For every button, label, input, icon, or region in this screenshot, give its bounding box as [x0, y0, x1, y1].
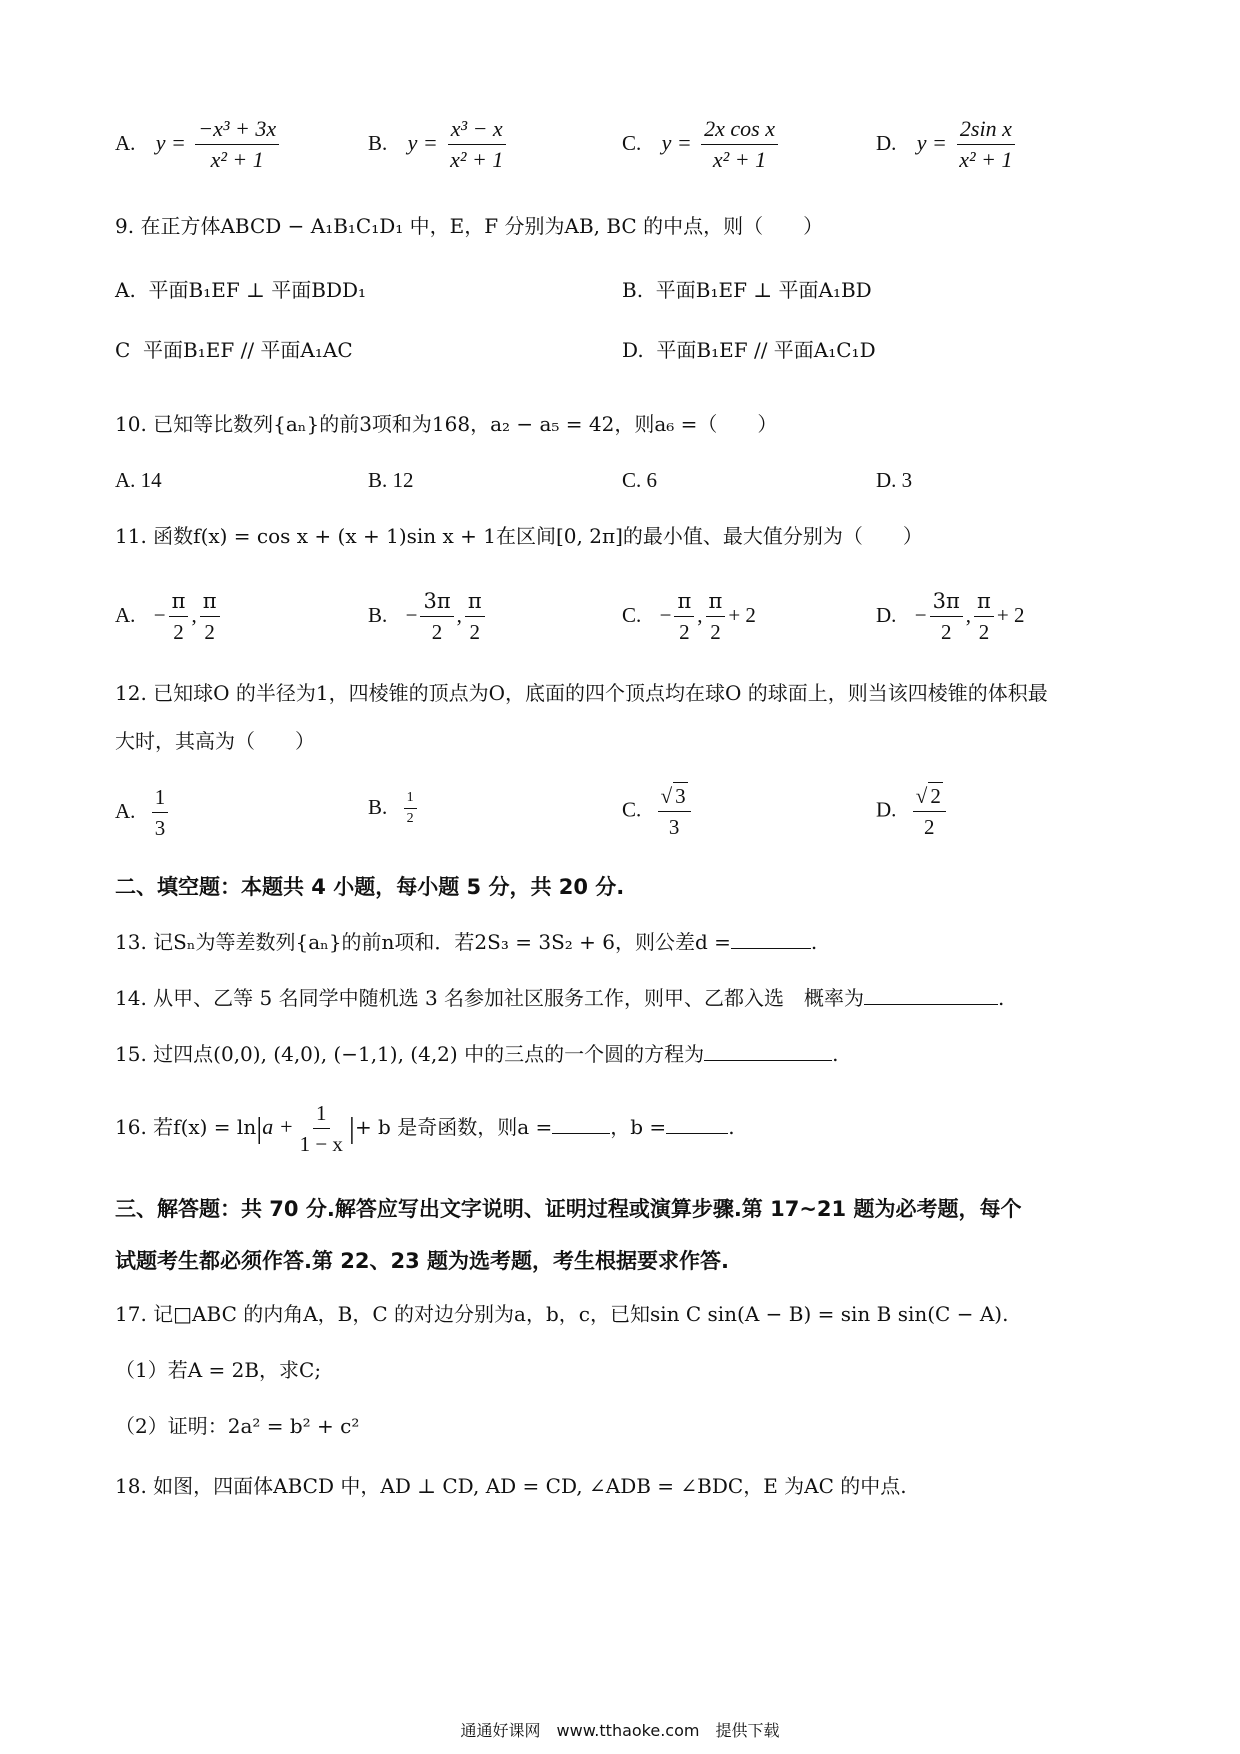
q9-option-c: C 平面B₁EF // 平面A₁AC: [115, 338, 353, 362]
q9-option-b: B. 平面B₁EF ⊥ 平面A₁BD: [622, 278, 872, 302]
q17-part-2: （2）证明：2a² = b² + c²: [115, 1414, 360, 1438]
q11-question: 11. 函数f(x) = cos x + (x + 1)sin x + 1在区间[0, 2π]的最小值、最大值分别为（ ）: [115, 524, 923, 548]
q12-option-a: A. $\frac{1}{3}$: [115, 784, 171, 841]
q10-option-a: A. 14: [115, 468, 162, 492]
q9-option-a: A. 平面B₁EF ⊥ 平面BDD₁: [115, 278, 367, 302]
q14-question: 14. 从甲、乙等 5 名同学中随机选 3 名参加社区服务工作，则甲、乙都入选 概率为 .: [115, 986, 1005, 1010]
section-3-heading-line2: 试题考生都必须作答.第 22、23 题为选考题，考生根据要求作答.: [115, 1249, 730, 1273]
q12-option-d: D. $\frac{√ 2}{2}$: [876, 782, 949, 840]
q9-option-d: D. 平面B₁EF // 平面A₁C₁D: [622, 338, 876, 362]
q15-question: 15. 过四点(0,0), (4,0), (−1,1), (4,2) 中的三点的一个圆的方程为 .: [115, 1042, 839, 1066]
q11-option-c: C. − $\frac{\pi}{2}$ , $\frac{\pi}{2}$ + 2: [622, 589, 756, 644]
q16-question: 16. 若f(x) = ln|a + $\frac{1}{1 - x}$ |+ b 是奇函数，则a = ，b = .: [115, 1101, 735, 1156]
q11-option-d: D. − $\frac{3\pi}{2}$ , $\frac{\pi}{2}$ + 2: [876, 589, 1025, 644]
q8-option-d: D. y = $\frac{\text{2sin x}}{\text{x² + 1}}$: [876, 116, 1018, 173]
q10-option-d: D. 3: [876, 468, 913, 492]
q16-answer-a-blank[interactable]: [552, 1113, 610, 1134]
q10-option-b: B. 12: [368, 468, 414, 492]
q17-part-1: （1）若A = 2B，求C;: [115, 1358, 322, 1382]
q11-option-a: A. − $\frac{\pi}{2}$ , $\frac{\pi}{2}$: [115, 588, 223, 645]
section-3-heading-line1: 三、解答题：共 70 分.解答应写出文字说明、证明过程或演算步骤.第 17~21 题为必考题，每个: [115, 1197, 1022, 1221]
q12-question-line1: 12. 已知球O 的半径为1，四棱锥的顶点为O，底面的四个顶点均在球O 的球面上，则当该四棱锥的体积最: [115, 681, 1048, 705]
q9-question: 9. 在正方体ABCD − A₁B₁C₁D₁ 中，E，F 分别为AB, BC 的中点，则（ ）: [115, 214, 824, 238]
q8-option-b: B. y = $\frac{\text{x³ − x}}{\text{x² + 1}}$: [368, 116, 509, 173]
q10-question: 10. 已知等比数列{aₙ}的前3项和为168，a₂ − a₅ = 42，则a₆ =（ ）: [115, 412, 778, 436]
q12-option-c: C. $\frac{√ 3}{3}$: [622, 782, 694, 840]
q18-question: 18. 如图，四面体ABCD 中，AD ⊥ CD, AD = CD, ∠ADB = ∠BDC，E 为AC 的中点.: [115, 1474, 907, 1498]
q12-question-line2: 大时，其高为（ ）: [115, 729, 315, 753]
q10-option-c: C. 6: [622, 468, 658, 492]
section-2-heading: 二、填空题：本题共 4 小题，每小题 5 分，共 20 分.: [115, 875, 625, 899]
q13-answer-blank[interactable]: [731, 928, 811, 949]
q8-option-c: C. y = $\frac{\text{2x cos x}}{\text{x² + 1}}$: [622, 116, 781, 173]
q8-option-a: A. y = $\frac{\text{−x³ + 3x}}{\text{x² + 1}}$: [115, 116, 282, 173]
q11-option-b: B. − $\frac{3\pi}{2}$ , $\frac{\pi}{2}$: [368, 588, 488, 645]
q16-answer-b-blank[interactable]: [666, 1113, 728, 1134]
q15-answer-blank[interactable]: [704, 1040, 832, 1061]
q14-answer-blank[interactable]: [864, 984, 998, 1005]
q17-question: 17. 记□ABC 的内角A，B，C 的对边分别为a，b，c，已知sin C sin(A − B) = sin B sin(C − A).: [115, 1302, 1009, 1326]
page-footer: 通通好课网 www.tthaoke.com 提供下载: [460, 1721, 780, 1740]
q12-option-b: B. $\frac{1}{2}$: [368, 790, 420, 827]
q13-question: 13. 记Sₙ为等差数列{aₙ}的前n项和．若2S₃ = 3S₂ + 6，则公差d = .: [115, 930, 818, 954]
